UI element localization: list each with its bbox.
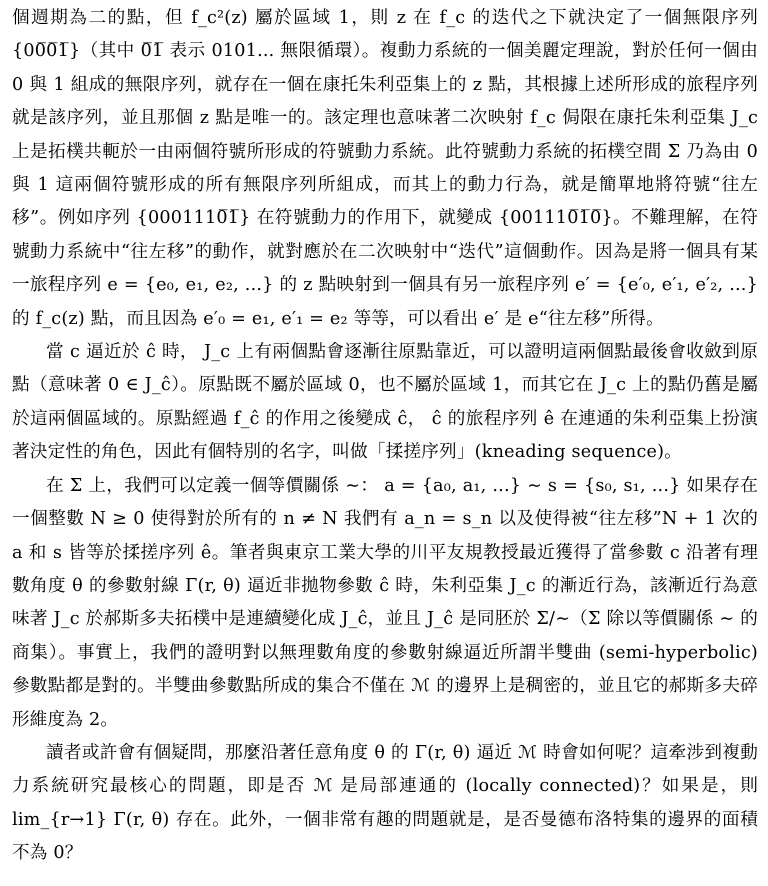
paragraph-3: 在 Σ 上，我們可以定義一個等價關係 ∼： a = {a₀, a₁, ...} ∼ s = {s₀, s₁, ...} 如果存在一個整數 N ≥ 0 使得對於所有的 n ≠ N 我們有 a_n = s_n 以及使得被“往左移”N + 1 次的 a 和 s 皆等於揉搓序列 ê。筆者與東京工業大學的川平友規教授最近獲得了當參數 c 沿著有理數角度 θ 的參數射線 Γ(r, θ) 逼近非拋物參數 ĉ 時，朱利亞集 J_c 的漸近行為，該漸近行為意味著 J_c 於郝斯多夫拓樸中是連續變化成 J_ĉ，並且 J_ĉ 是同胚於 Σ/∼（Σ 除以等價關係 ∼ 的商集）。事實上，我們的證明對以無理數角度的參數射線逼近所謂半雙曲 (semi-hyperbolic) 參數點都是對的。半雙曲參數點所成的集合不僅在 ℳ 的邊界上是稠密的，並且它的郝斯多夫碎形維度為 2。 bbox=[12, 475, 758, 730]
paragraph-1: 個週期為二的點，但 f_c²(z) 屬於區域 1，則 z 在 f_c 的迭代之下就決定了一個無限序列 {00̅0̅1̅}（其中 0̅1̅ 表示 0101... 無限循環）。複動力系統的一個美麗定理說，對於任何一個由 0 與 1 組成的無限序列，就存在一個在康托朱利亞集上的 z 點，其根據上述所形成的旅程序列就是該序列，並且那個 z 點是唯一的。該定理也意味著二次映射 f_c 侷限在康托朱利亞集 J_c 上是拓樸共軛於一由兩個符號所形成的符號動力系統。此符號動力系統的拓樸空間 Σ 乃為由 0 與 1 這兩個符號形成的所有無限序列所組成，而其上的動力行為，就是簡單地將符號“往左移”。例如序列 {0001110̅1̅} 在符號動力的作用下，就變成 {001110̅1̅0̅}。不難理解，在符號動力系統中“往左移”的動作，就對應於在二次映射中“迭代”這個動作。因為是將一個具有某一旅程序列 e = {e₀, e₁, e₂, ...} 的 z 點映射到一個具有另一旅程序列 e′ = {e′₀, e′₁, e′₂, ...} 的 f_c(z) 點，而且因為 e′₀ = e₁, e′₁ = e₂ 等等，可以看出 e′ 是 e“往左移”所得。 bbox=[12, 8, 758, 329]
paragraph-4: 讀者或許會有個疑問，那麼沿著任意角度 θ 的 Γ(r, θ) 逼近 ℳ 時會如何呢？這牽涉到複動力系統研究最核心的問題，即是否 ℳ 是局部連通的 (locally connected)？如果是，則 lim_{r→1} Γ(r, θ) 存在。此外，一個非常有趣的問題就是，是否曼德布洛特集的邊界的面積不為 0？ bbox=[12, 742, 758, 864]
paragraph-2: 當 c 逼近於 ĉ 時， J_c 上有兩個點會逐漸往原點靠近，可以證明這兩個點最後會收斂到原點（意味著 0 ∈ J_ĉ）。原點既不屬於區域 0，也不屬於區域 1，而其它在 J_c 上的點仍舊是屬於這兩個區域的。原點經過 f_ĉ 的作用之後變成 ĉ， ĉ 的旅程序列 ê 在連通的朱利亞集上扮演著決定性的角色，因此有個特別的名字，叫做「揉搓序列」(kneading sequence)。 bbox=[12, 342, 758, 463]
